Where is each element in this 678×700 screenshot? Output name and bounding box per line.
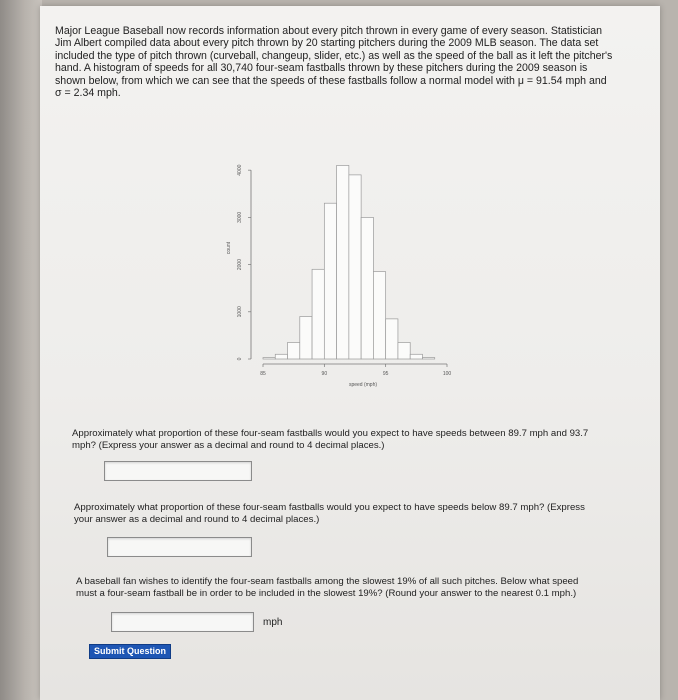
histogram-bar-0 [263,358,275,359]
histogram-bar-11 [398,342,410,359]
y-tick-label-0: 0 [237,357,243,361]
answer-1-input[interactable] [104,461,252,481]
x-tick-label-1: 90 [321,371,328,377]
histogram-bar-7 [349,175,361,359]
answer-3-unit: mph [263,617,283,628]
submit-question-button[interactable]: Submit Question [89,644,171,659]
histogram-bar-1 [275,354,287,359]
histogram-bar-5 [324,203,336,359]
histogram-bar-12 [410,354,422,359]
answer-2-input[interactable] [107,537,252,557]
histogram-bar-9 [373,272,385,359]
y-tick-label-1: 1000 [237,306,243,318]
x-tick-label-2: 95 [382,371,389,377]
x-tick-label-3: 100 [442,371,452,377]
question-3-text: A baseball fan wishes to identify the four-seam fastballs among the slowest 19% of all such pitches. Below what speed must a four-seam fastball be in order to be included in the slowest 19%? (Round your answer to the nearest 0.1 mph.) [76,576,579,599]
question-1-text: Approximately what proportion of these four-seam fastballs would you expect to have speeds between 89.7 mph and 93.7 mph? (Express your answer as a decimal and round to 4 decimal places.) [72,428,589,451]
y-tick-label-2: 2000 [237,259,243,271]
histogram-bar-2 [288,342,300,359]
y-tick-label-3: 3000 [237,211,243,223]
x-tick-label-0: 85 [260,371,266,377]
question-page [40,6,660,700]
histogram-bar-10 [386,319,398,359]
problem-intro: Major League Baseball now records information about every pitch thrown in every game of every season. Statistician Jim Albert compiled data about every pitch thrown by 20 starting pitchers during the 2009 MLB season. The data set included the type of pitch thrown (curveball, changeup, slider, etc.) as well as the speed of the ball as it left the pitcher's hand. A histogram of speeds for all 30,740 four-seam fastballs thrown by these pitchers during the 2009 season is shown below, from which we can see that the speeds of these fastballs follow a normal model with μ = 91.54 mph and σ = 2.34 mph. [55,25,613,100]
histogram-bar-6 [337,165,349,359]
histogram-bar-4 [312,269,324,359]
histogram-bar-3 [300,317,312,359]
question-2-text: Approximately what proportion of these four-seam fastballs would you expect to have speeds below 89.7 mph? (Express your answer as a decimal and round to 4 decimal places.) [74,502,585,525]
histogram-bar-13 [422,358,434,359]
histogram-bar-8 [361,217,373,359]
y-tick-label-4: 4000 [237,164,243,176]
photo-background [0,0,42,700]
answer-3-input[interactable] [111,612,254,632]
y-axis-label: count [226,241,232,255]
x-axis-label: speed (mph) [348,382,378,388]
speed-histogram [215,156,455,396]
